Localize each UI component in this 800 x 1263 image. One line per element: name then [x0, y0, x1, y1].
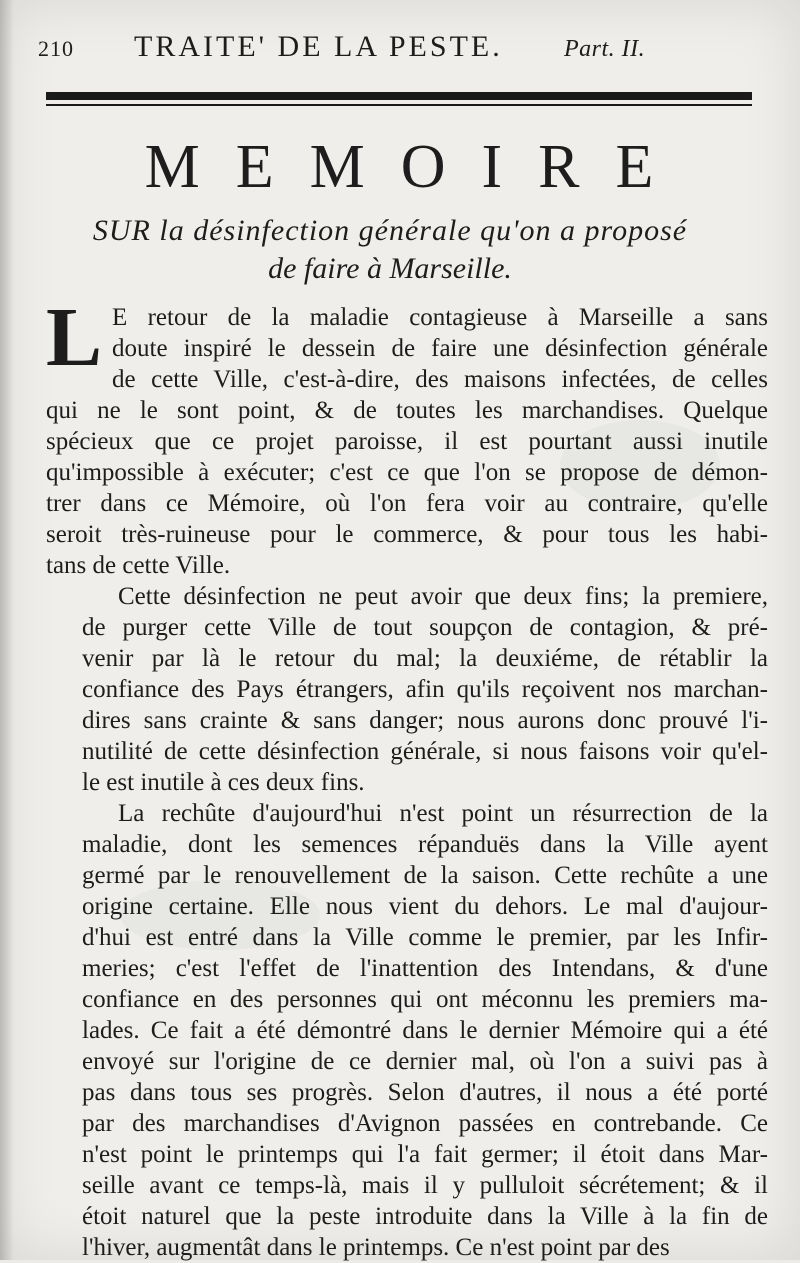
running-part: Part. II.: [564, 36, 646, 62]
text-line: lades. Ce fait a été démontré dans le dernier Mémoire qui a été: [82, 1017, 768, 1044]
text-line: venir par là le retour du mal; la deuxiéme, de rétablir la: [82, 645, 768, 672]
text-line: qui ne le sont point, & de toutes les marchandises. Quelque: [46, 397, 768, 424]
text-line: étoit naturel que la peste introduite dans la Ville à la fin de: [82, 1203, 768, 1230]
text-line: qu'impossible à exécuter; c'est ce que l'on se propose de démon-: [46, 459, 768, 486]
text-line: maladie, dont les semences répanduës dans la Ville ayent: [82, 831, 768, 858]
memoir-heading: MEMOIRE: [144, 133, 690, 201]
drop-cap: L: [46, 291, 103, 384]
running-title: TRAITE' DE LA PESTE.: [134, 30, 503, 63]
text-line: confiance en des personnes qui ont méconnu les premiers ma-: [82, 986, 768, 1013]
text-line: l'hiver, augmentât dans le printemps. Ce n'est point par des: [82, 1234, 670, 1261]
text-line: trer dans ce Mémoire, où l'on fera voir au contraire, qu'elle: [46, 490, 768, 517]
paragraph-3: [46, 798, 768, 1263]
body-text: [46, 291, 768, 1263]
text-line: germé par le renouvellement de la saison. Cette rechûte a une: [82, 862, 768, 889]
text-line: de purger cette Ville de tout soupçon de contagion, & pré-: [82, 614, 768, 641]
header-rule-thin: [46, 104, 752, 106]
text-line: origine certaine. Elle nous vient du dehors. Le mal d'aujour-: [82, 893, 768, 920]
text-line: de cette Ville, c'est-à-dire, des maisons infectées, de celles: [112, 366, 768, 393]
text-line: La rechûte d'aujourd'hui n'est point un résurrection de la: [118, 800, 768, 827]
text-line: E retour de la maladie contagieuse à Marseille a sans: [112, 304, 768, 331]
text-line: par des marchandises d'Avignon passées en contrebande. Ce: [82, 1110, 768, 1137]
paragraph-2: [46, 581, 768, 798]
text-line: le est inutile à ces deux fins.: [82, 769, 365, 796]
binding-shadow: [0, 0, 14, 1260]
text-line: n'est point le printemps qui l'a fait germer; il étoit dans Mar-: [82, 1141, 768, 1168]
text-line: pas dans tous ses progrès. Selon d'autres, il nous a été porté: [82, 1079, 768, 1106]
paragraph-1: [46, 291, 768, 581]
subheading-line-2: de faire à Marseille.: [268, 252, 512, 285]
memoir-subheading: [60, 212, 720, 288]
text-line: meries; c'est l'effet de l'inattention des Intendans, & d'une: [82, 955, 768, 982]
text-line: seroit très-ruineuse pour le commerce, & pour tous les habi-: [46, 521, 768, 548]
text-line: confiance des Pays étrangers, afin qu'ils reçoivent nos marchan-: [82, 676, 768, 703]
text-line: spécieux que ce projet paroisse, il est pourtant aussi inutile: [46, 428, 768, 455]
text-line: dires sans crainte & sans danger; nous aurons donc prouvé l'i-: [82, 707, 768, 734]
header-rule-thick: [46, 92, 752, 100]
page-number: 210: [38, 36, 74, 61]
running-head: [38, 26, 758, 66]
text-line: Cette désinfection ne peut avoir que deux fins; la premiere,: [118, 583, 768, 610]
text-line: seille avant ce temps-là, mais il y pulluloit sécrétement; & il: [82, 1172, 768, 1199]
subheading-line-1: SUR la désinfection générale qu'on a proposé: [92, 214, 688, 247]
text-line: d'hui est entré dans la Ville comme le premier, par les Infir-: [82, 924, 768, 951]
text-line: envoyé sur l'origine de ce dernier mal, où l'on a suivi pas à: [82, 1048, 768, 1075]
text-line: nutilité de cette désinfection générale, si nous faisons voir qu'el-: [82, 738, 768, 765]
text-line: doute inspiré le dessein de faire une désinfection générale: [112, 335, 768, 362]
text-line: tans de cette Ville.: [46, 552, 231, 579]
